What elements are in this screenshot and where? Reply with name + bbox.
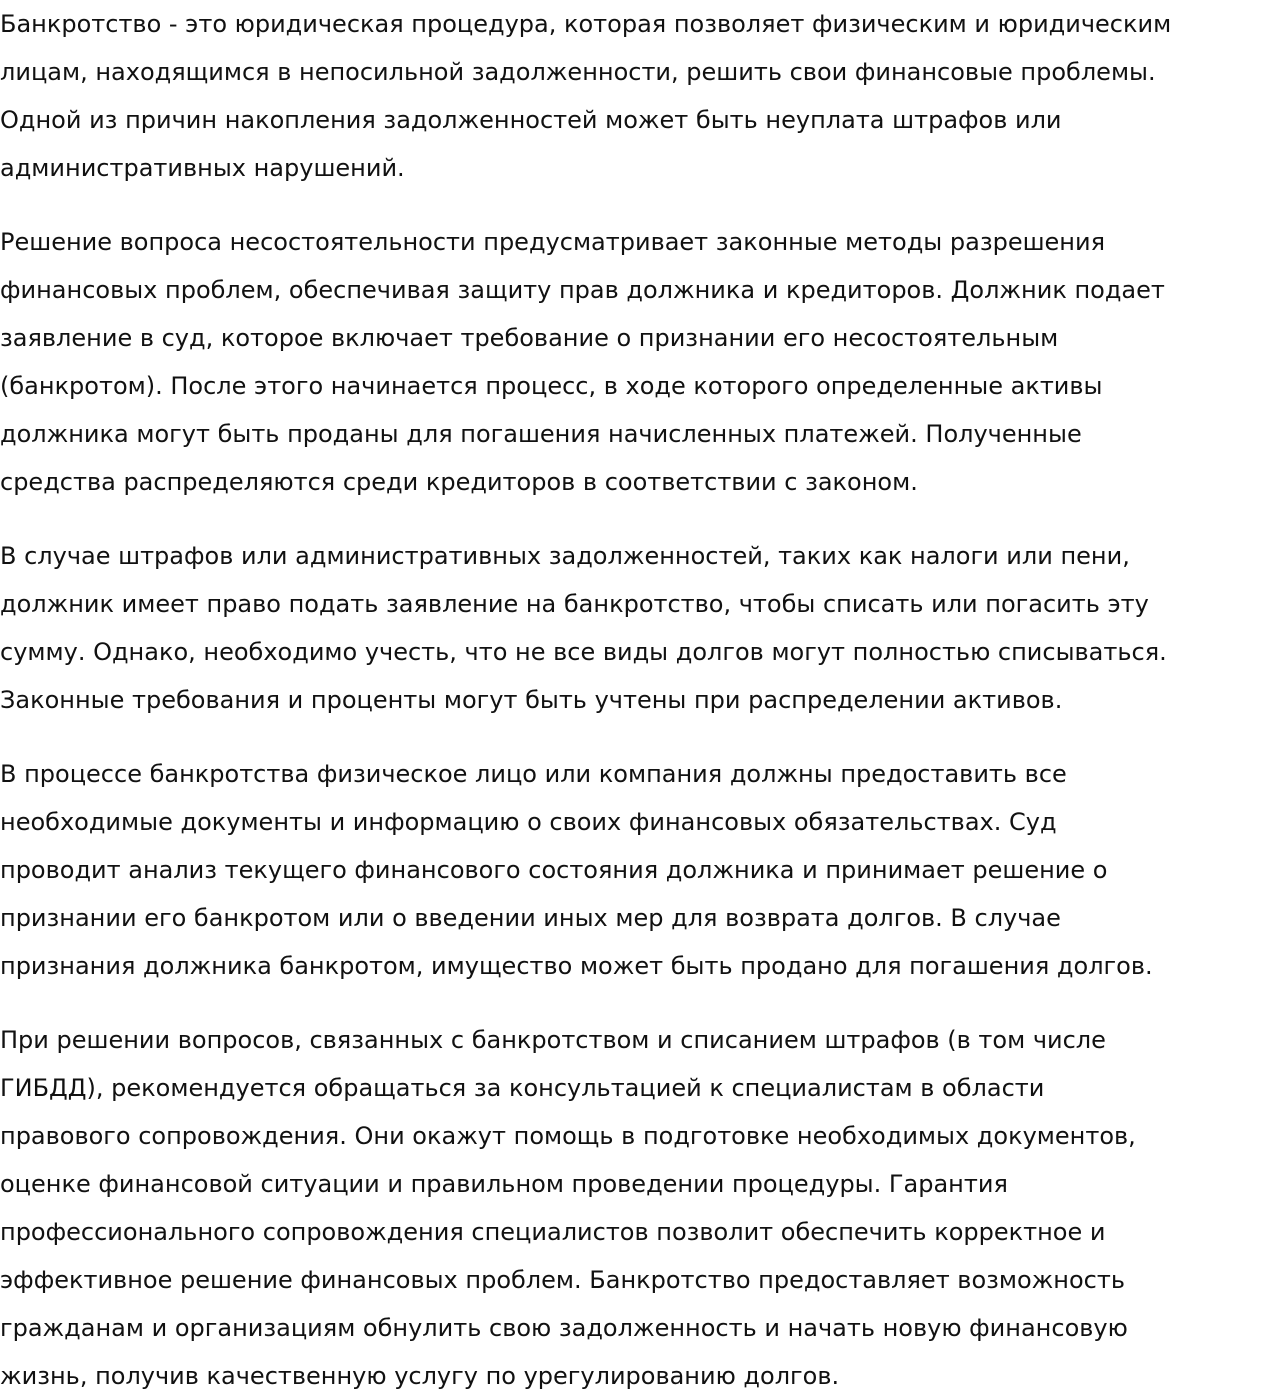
text-line: (банкротом). После этого начинается процесс, в ходе которого определенные активы [0, 372, 1103, 400]
text-line: административных нарушений. [0, 154, 405, 182]
text-line: эффективное решение финансовых проблем. Банкротство предоставляет возможность [0, 1266, 1125, 1294]
text-line: средства распределяются среди кредиторов в соответствии с законом. [0, 468, 918, 496]
text-line: профессионального сопровождения специалистов позволит обеспечить корректное и [0, 1218, 1106, 1246]
text-line: правового сопровождения. Они окажут помощь в подготовке необходимых документов, [0, 1122, 1136, 1150]
text-line: ГИБДД), рекомендуется обращаться за консультацией к специалистам в области [0, 1074, 1045, 1102]
text-line: Законные требования и проценты могут быть учтены при распределении активов. [0, 686, 1063, 714]
text-line: При решении вопросов, связанных с банкротством и списанием штрафов (в том числе [0, 1026, 1106, 1054]
paragraph-2 [0, 218, 1270, 506]
text-line: необходимые документы и информацию о своих финансовых обязательствах. Суд [0, 808, 1057, 836]
text-line: В процессе банкротства физическое лицо или компания должны предоставить все [0, 760, 1067, 788]
text-line: Одной из причин накопления задолженностей может быть неуплата штрафов или [0, 106, 1062, 134]
paragraph-3 [0, 532, 1270, 724]
text-line: гражданам и организациям обнулить свою задолженность и начать новую финансовую [0, 1314, 1128, 1342]
text-line: Банкротство - это юридическая процедура, которая позволяет физическим и юридическим [0, 10, 1172, 38]
text-line: сумму. Однако, необходимо учесть, что не все виды долгов могут полностью списываться. [0, 638, 1167, 666]
text-line: признании его банкротом или о введении иных мер для возврата долгов. В случае [0, 904, 1061, 932]
text-line: оценке финансовой ситуации и правильном проведении процедуры. Гарантия [0, 1170, 1008, 1198]
text-line: финансовых проблем, обеспечивая защиту прав должника и кредиторов. Должник подает [0, 276, 1165, 304]
text-line: жизнь, получив качественную услугу по урегулированию долгов. [0, 1362, 840, 1390]
text-line: проводит анализ текущего финансового состояния должника и принимает решение о [0, 856, 1108, 884]
paragraph-1 [0, 0, 1270, 192]
paragraph-4 [0, 750, 1270, 990]
text-line: Решение вопроса несостоятельности предусматривает законные методы разрешения [0, 228, 1106, 256]
text-line: признания должника банкротом, имущество может быть продано для погашения долгов. [0, 952, 1153, 980]
text-line: должник имеет право подать заявление на банкротство, чтобы списать или погасить эту [0, 590, 1149, 618]
paragraph-5 [0, 1016, 1270, 1400]
text-line: В случае штрафов или административных задолженностей, таких как налоги или пени, [0, 542, 1130, 570]
text-line: лицам, находящимся в непосильной задолженности, решить свои финансовые проблемы. [0, 58, 1156, 86]
text-line: должника могут быть проданы для погашения начисленных платежей. Полученные [0, 420, 1082, 448]
text-line: заявление в суд, которое включает требование о признании его несостоятельным [0, 324, 1059, 352]
